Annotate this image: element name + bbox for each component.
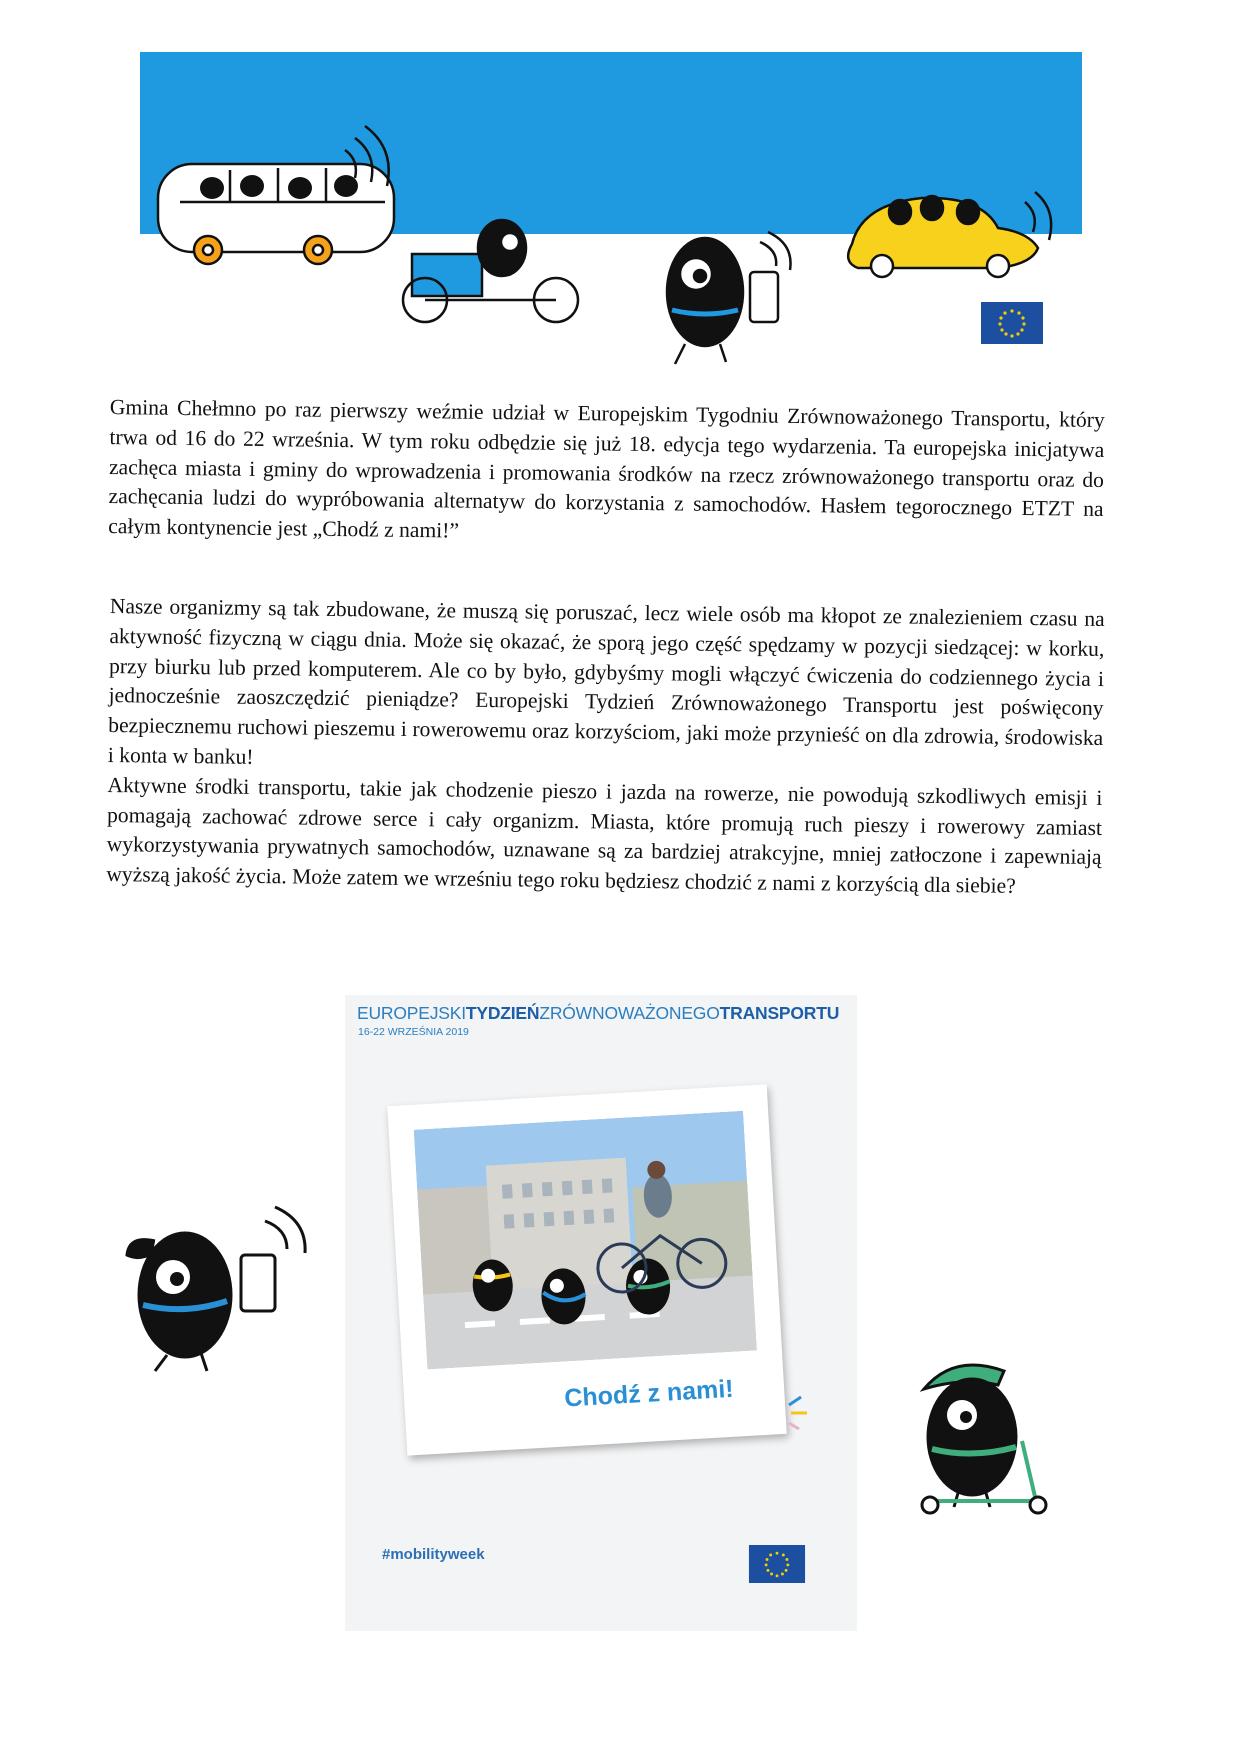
polaroid-frame: [387, 1084, 787, 1455]
paragraph-2-text: Nasze organizmy są tak zbudowane, że muszą się poruszać, lecz wiele osób ma kłopot ze znalezieniem czasu na aktywność fizyczną w ciągu dnia. Może się okazać, że sporą jego część spędzamy w pozycji siedzącej: w korku, przy biurku lub przed komputerem. Ale co by było, gdybyśmy mogli włączyć ćwiczenia do codziennego życia i jednocześnie zaoszczędzić pieniądze? Europejski Tydzień Zrównoważonego Transportu jest poświęcony bezpiecznemu ruchowi pieszemu i rowerowemu oraz korzyściom, jaki może przynieść on dla zdrowia, środowiska i konta w banku!: [107, 593, 1105, 769]
poster-title-part-2: TYDZIEŃ: [465, 1003, 540, 1023]
article-paragraphs-2-3: [106, 592, 1105, 903]
street-photo: [414, 1111, 757, 1370]
electric-car-illustration: [848, 192, 1051, 277]
banner-illustration: [140, 52, 1082, 370]
mascot-with-phone-illustration: [115, 1195, 315, 1365]
cargo-bike-illustration: [403, 220, 578, 322]
mobility-week-poster: [345, 995, 857, 1631]
mascot-on-scooter-illustration: [912, 1345, 1067, 1520]
poster-title-part-1: EUROPEJSKI: [357, 1003, 466, 1023]
poster-hashtag: #mobilityweek: [382, 1546, 485, 1563]
paragraph-3-text: Aktywne środki transportu, takie jak chodzenie pieszo i jazda na rowerze, nie powodują szkodliwych emisji i pomagają zachować zdrowe serce i cały organizm. Miasta, które promują ruch pieszy i rowerowy zamiast wykorzystywania prywatnych samochodów, uznawane są za bardziej atrakcyjne, mniej zatłoczone i zapewniają wyższą jakość życia. Może zatem we wrześniu tego roku będziesz chodzić z nami z korzyścią dla siebie?: [106, 772, 1103, 899]
paragraph-1-text: Gmina Chełmno po raz pierwszy weźmie udział w Europejskim Tygodniu Zrównoważonego Transportu, który trwa od 16 do 22 września. W tym roku odbędzie się już 18. edycja tego wydarzenia. Ta europejska inicjatywa zachęca miasta i gminy do wprowadzenia i promowania środków na rzecz zrównoważonego transportu oraz do zachęcania ludzi do wypróbowania alternatyw do korzystania z samochodów. Hasłem tegorocznego ETZT na całym kontynencie jest „Chodź z nami!”: [108, 394, 1105, 543]
poster-title-part-4: TRANSPORTU: [719, 1003, 840, 1023]
poster-title: [357, 1003, 839, 1024]
poster-eu-flag-icon: [748, 1545, 806, 1583]
eu-flag-icon: [981, 302, 1043, 344]
banner-drawing: [140, 52, 1082, 370]
sparkle-accent-icon: [785, 1393, 815, 1433]
poster-slogan: Chodź z nami!: [563, 1374, 735, 1413]
bus-illustration: [158, 126, 394, 264]
article-paragraph-1: [108, 393, 1105, 555]
walking-character-with-phone: [667, 232, 791, 364]
poster-title-part-3: ZRÓWNOWAŻONEGO: [539, 1003, 720, 1023]
poster-dates: 16-22 WRZEŚNIA 2019: [358, 1026, 469, 1038]
